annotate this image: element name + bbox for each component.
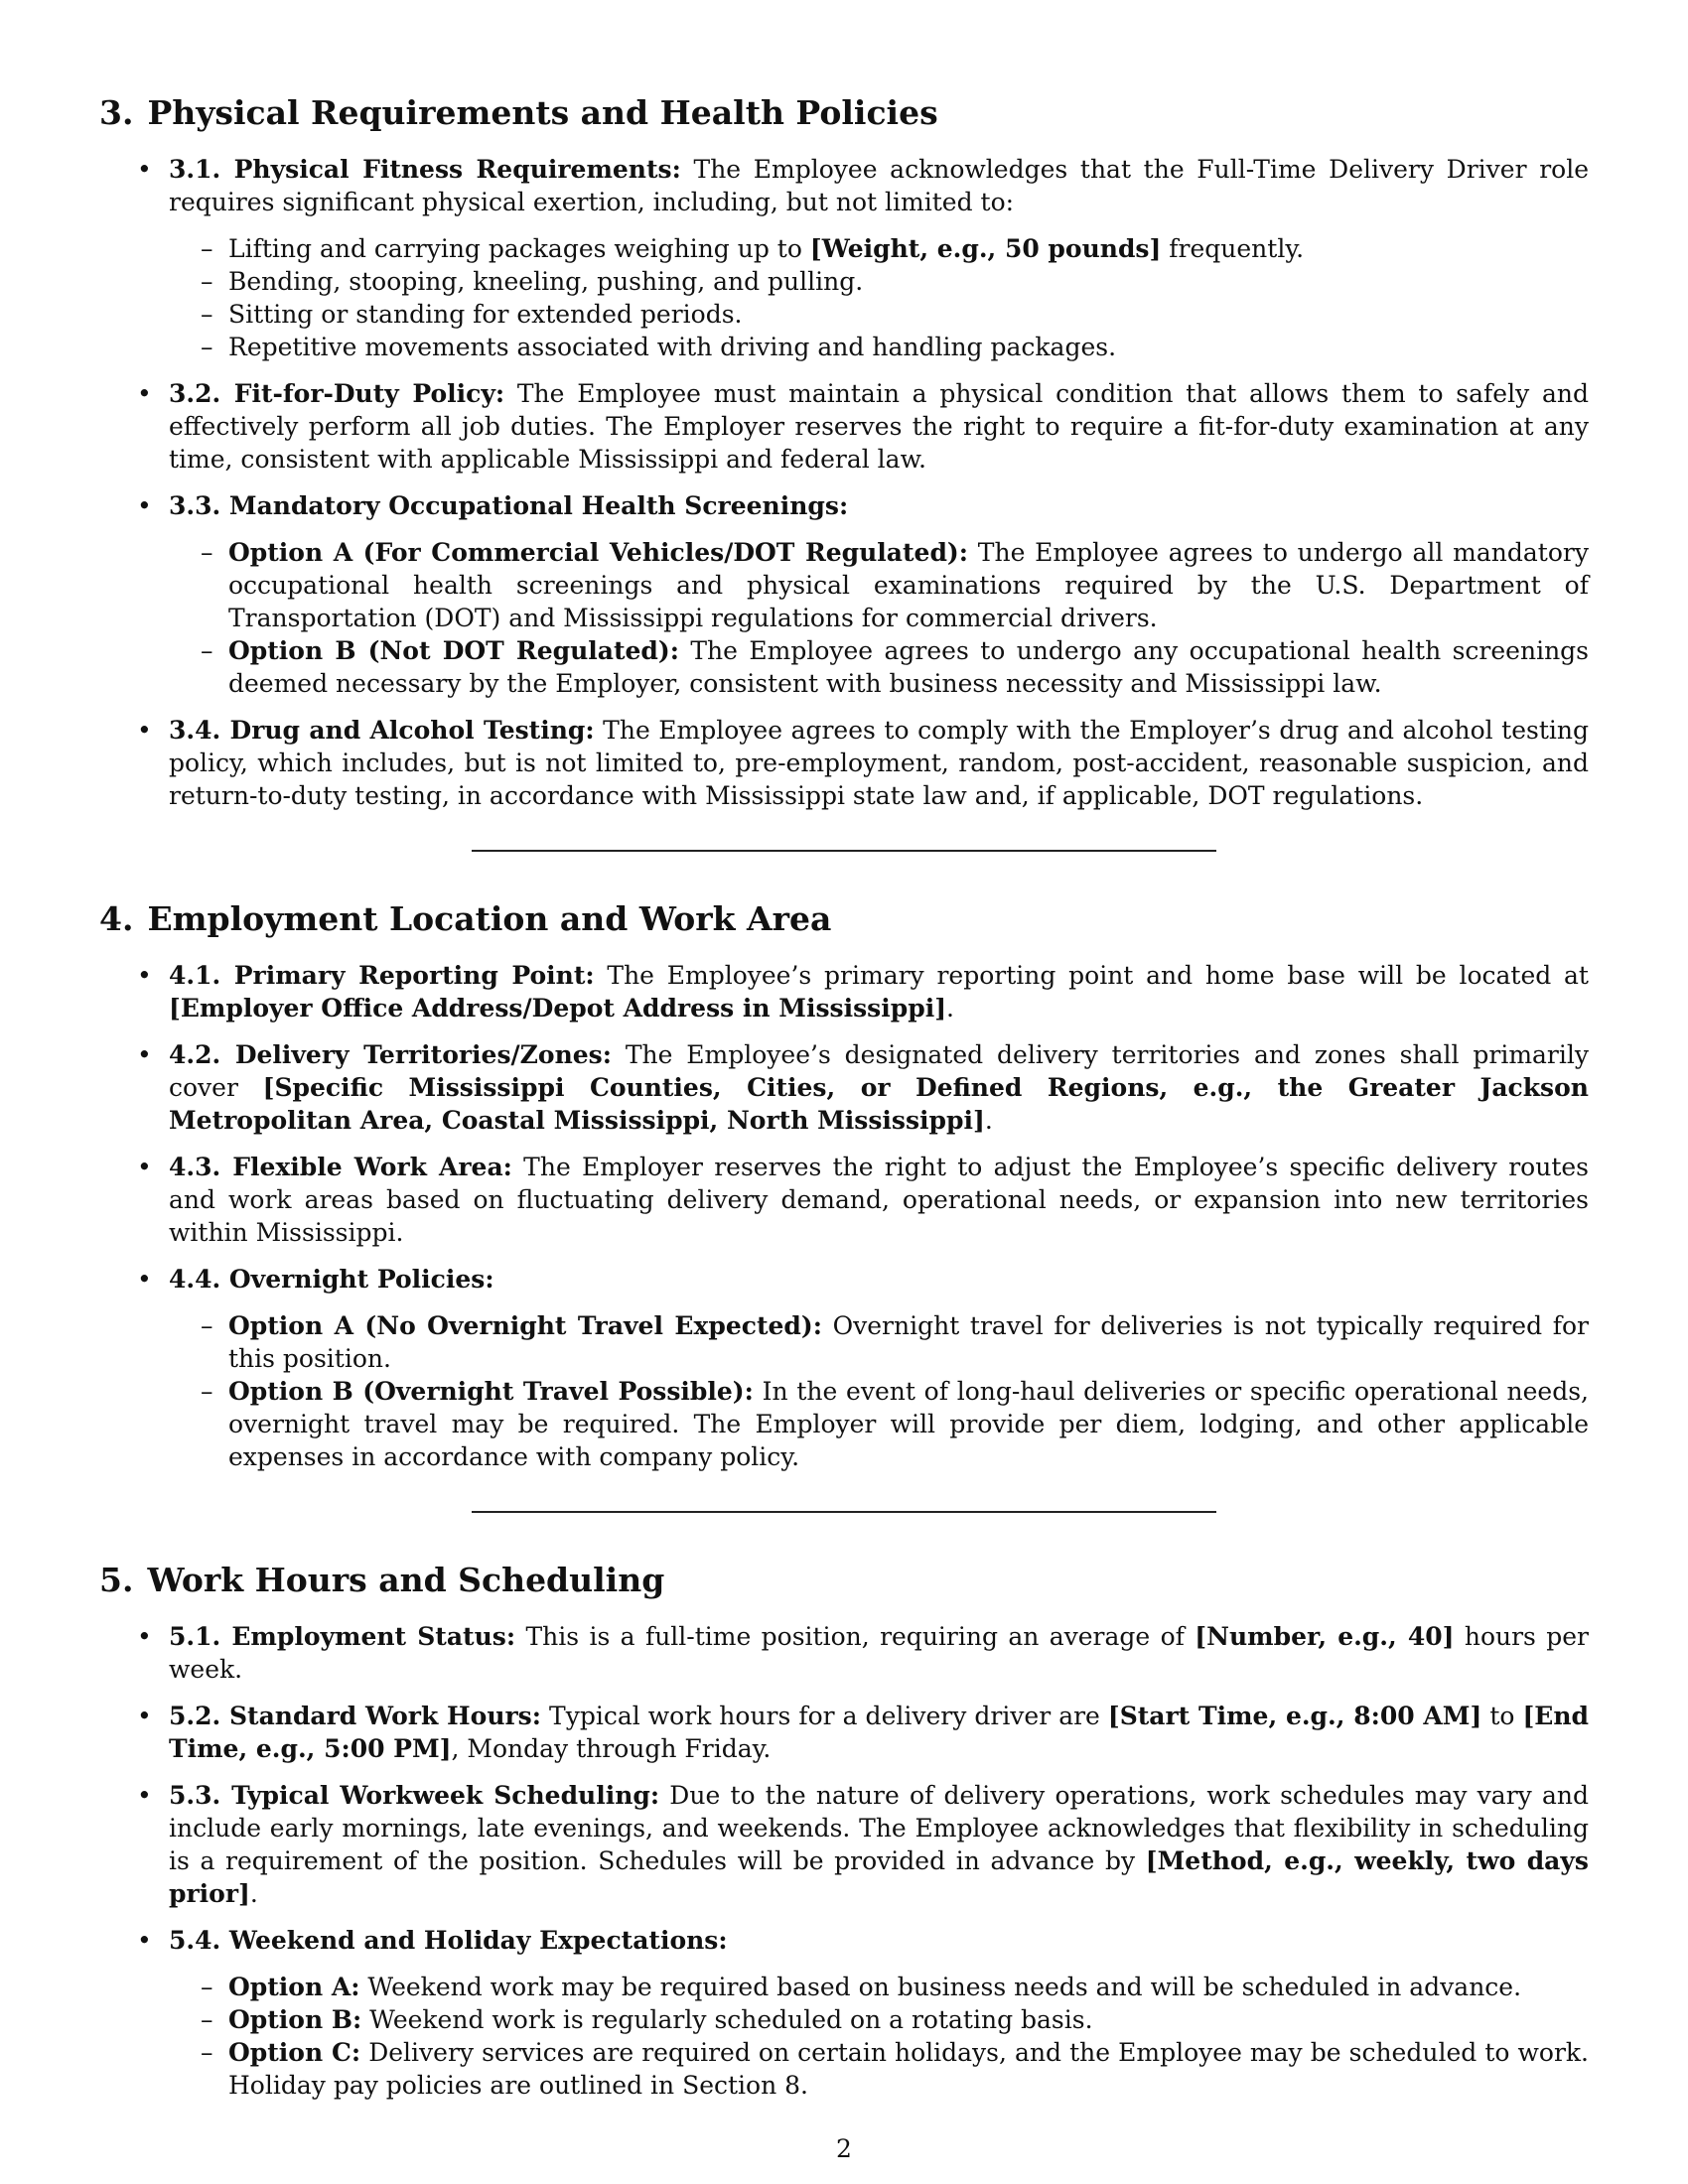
page-number: 2	[836, 2134, 852, 2163]
document-page	[99, 91, 1589, 2116]
section-5-list	[99, 1620, 1589, 2102]
item-4-2: • 4.2. Delivery Territories/Zones: The Employee’s designated delivery territories and zones shall primarily cover [Specific Mississippi Counties, Cities, or Defined Regions, e.g., the Greater Jackson Metropolitan Area, Coastal Mississippi, North Mississippi].	[99, 1038, 1589, 1137]
section-3-heading: 3. Physical Requirements and Health Policies	[99, 93, 938, 132]
item-3-1-sub-3: – Sitting or standing for extended periods.	[169, 298, 1589, 331]
item-5-4-sublist	[169, 1971, 1589, 2102]
item-5-4-option-c: – Option C: Delivery services are required on certain holidays, and the Employee may be scheduled to work. Holiday pay policies are outlined in Section 8.	[169, 2036, 1589, 2102]
item-4-4-option-b: – Option B (Overnight Travel Possible): In the event of long-haul deliveries or specific operational needs, overnight travel may be required. The Employer will provide per diem, lodging, and other applicable expenses in accordance with company policy.	[169, 1375, 1589, 1473]
item-3-3-option-a: – Option A (For Commercial Vehicles/DOT Regulated): The Employee agrees to undergo all mandatory occupational health screenings and physical examinations required by the U.S. Department of Transportation (DOT) and Mississippi regulations for commercial drivers.	[169, 536, 1589, 634]
section-4-list	[99, 959, 1589, 1473]
item-5-1: • 5.1. Employment Status: This is a full-time position, requiring an average of [Number, e.g., 40] hours per week.	[99, 1620, 1589, 1686]
item-3-1-sublist	[169, 232, 1589, 363]
item-5-2: • 5.2. Standard Work Hours: Typical work hours for a delivery driver are [Start Time, e.g., 8:00 AM] to [End Time, e.g., 5:00 PM], Monday through Friday.	[99, 1700, 1589, 1765]
item-5-4-option-b: – Option B: Weekend work is regularly scheduled on a rotating basis.	[169, 2003, 1589, 2036]
item-4-4-sublist	[169, 1309, 1589, 1473]
item-4-4-option-a: – Option A (No Overnight Travel Expected): Overnight travel for deliveries is not typically required for this position.	[169, 1309, 1589, 1375]
section-4-heading: 4. Employment Location and Work Area	[99, 899, 832, 938]
item-4-3: • 4.3. Flexible Work Area: The Employer reserves the right to adjust the Employee’s specific delivery routes and work areas based on fluctuating delivery demand, operational needs, or expansion into new territories within Mississippi.	[99, 1151, 1589, 1249]
item-3-1-sub-1: – Lifting and carrying packages weighing up to [Weight, e.g., 50 pounds] frequently.	[169, 232, 1589, 265]
section-divider	[472, 1511, 1216, 1513]
section-5-heading: 5. Work Hours and Scheduling	[99, 1561, 665, 1599]
item-5-4-option-a: – Option A: Weekend work may be required based on business needs and will be scheduled in advance.	[169, 1971, 1589, 2003]
item-3-1-sub-4: – Repetitive movements associated with driving and handling packages.	[169, 331, 1589, 363]
item-3-1-sub-2: – Bending, stooping, kneeling, pushing, and pulling.	[169, 265, 1589, 298]
item-3-2: • 3.2. Fit-for-Duty Policy: The Employee must maintain a physical condition that allows them to safely and effectively perform all job duties. The Employer reserves the right to require a fit-for-duty examination at any time, consistent with applicable Mississippi and federal law.	[99, 377, 1589, 476]
section-divider	[472, 850, 1216, 852]
item-3-3-sublist	[169, 536, 1589, 700]
item-4-1: • 4.1. Primary Reporting Point: The Employee’s primary reporting point and home base will be located at [Employer Office Address/Depot Address in Mississippi].	[99, 959, 1589, 1024]
item-3-4: • 3.4. Drug and Alcohol Testing: The Employee agrees to comply with the Employer’s drug and alcohol testing policy, which includes, but is not limited to, pre-employment, random, post-accident, reasonable suspicion, and return-to-duty testing, in accordance with Mississippi state law and, if applicable, DOT regulations.	[99, 714, 1589, 812]
item-3-3: • 3.3. Mandatory Occupational Health Screenings: – Option A (For Commercial Vehicles/DOT Regulated): The Employee agrees to undergo all mandatory occupational health screenings and physical examinations required by the U.S. Department of Transportation (DOT) and Mississippi regulations for commercial drivers. – Option B (Not DOT Regulated): The Employee agrees to undergo any occupational health screenings deemed necessary by the Employer, consistent with business necessity and Mississippi law.	[99, 489, 1589, 700]
item-3-1: • 3.1. Physical Fitness Requirements: The Employee acknowledges that the Full-Time Delivery Driver role requires significant physical exertion, including, but not limited to: – Lifting and carrying packages weighing up to [Weight, e.g., 50 pounds] frequently. – Bending, stooping, kneeling, pushing, and pulling. – Sitting or standing for extended periods. – Repetitive movements associated with driving and handling packages.	[99, 153, 1589, 363]
item-4-4: • 4.4. Overnight Policies: – Option A (No Overnight Travel Expected): Overnight travel for deliveries is not typically required for this position. – Option B (Overnight Travel Possible): In the event of long-haul deliveries or specific operational needs, overnight travel may be required. The Employer will provide per diem, lodging, and other applicable expenses in accordance with company policy.	[99, 1263, 1589, 1473]
item-5-4: • 5.4. Weekend and Holiday Expectations: – Option A: Weekend work may be required based on business needs and will be scheduled in advance. – Option B: Weekend work is regularly scheduled on a rotating basis. – Option C: Delivery services are required on certain holidays, and the Employee may be scheduled to work. Holiday pay policies are outlined in Section 8.	[99, 1924, 1589, 2102]
item-3-3-option-b: – Option B (Not DOT Regulated): The Employee agrees to undergo any occupational health screenings deemed necessary by the Employer, consistent with business necessity and Mississippi law.	[169, 634, 1589, 700]
item-5-3: • 5.3. Typical Workweek Scheduling: Due to the nature of delivery operations, work schedules may vary and include early mornings, late evenings, and weekends. The Employee acknowledges that flexibility in scheduling is a requirement of the position. Schedules will be provided in advance by [Method, e.g., weekly, two days prior].	[99, 1779, 1589, 1910]
section-3-list	[99, 153, 1589, 812]
